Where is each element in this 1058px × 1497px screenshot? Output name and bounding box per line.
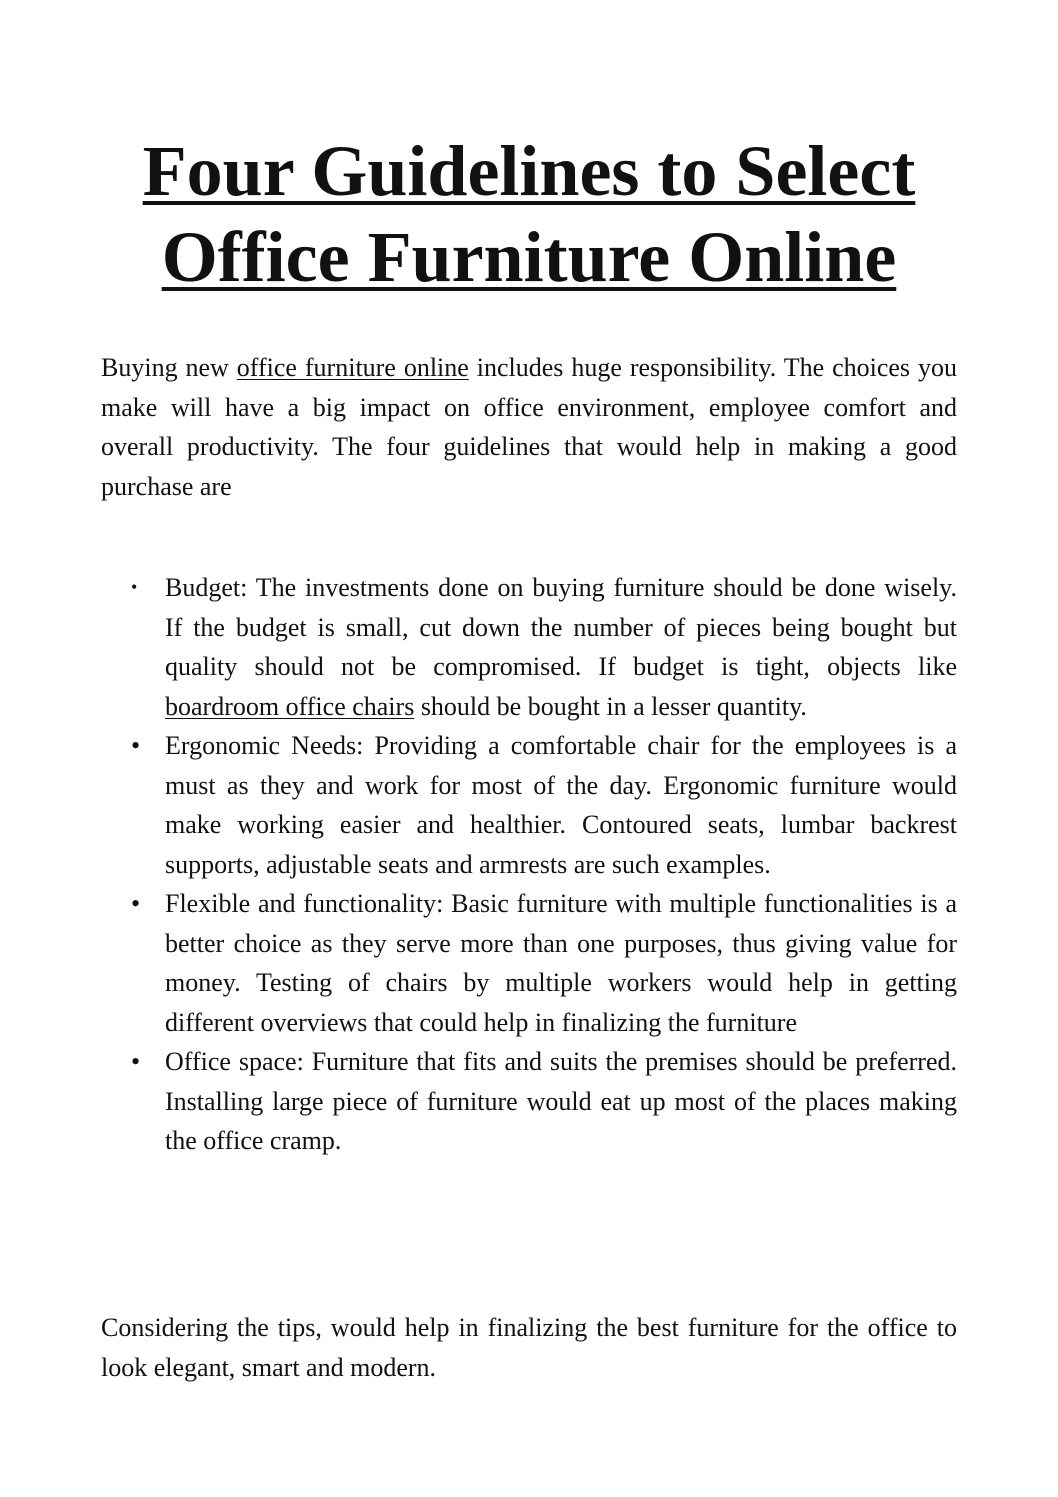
list-item-flexible-functionality <box>101 884 957 1042</box>
intro-paragraph <box>101 348 957 506</box>
list-item-office-space <box>101 1042 957 1161</box>
bullet-icon: • <box>131 889 141 918</box>
office-furniture-online-link[interactable]: office furniture online <box>236 353 469 382</box>
closing-paragraph: Considering the tips, would help in finalizing the best furniture for the office to look elegant, smart and modern. <box>101 1313 957 1382</box>
page-title-line-1: Four Guidelines to Select <box>142 131 916 211</box>
list-item-budget <box>101 568 957 726</box>
flexible-functionality-text: Flexible and functionality: Basic furniture with multiple functionalities is a better choice as they serve more than one purposes, thus giving value for money. Testing of chairs by multiple workers would help in getting different overviews that could help in finalizing the furniture <box>165 889 957 1037</box>
bullet-icon: • <box>131 731 141 760</box>
guidelines-list <box>101 568 957 1161</box>
office-space-text: Office space: Furniture that fits and suits the premises should be preferred. Installing large piece of furniture would eat up most of the places making the office cramp. <box>165 1047 957 1155</box>
budget-text-before-link: Budget: The investments done on buying furniture should be done wisely. If the budget is small, cut down the number of pieces being bought but quality should not be compromised. If budget is tight, objects like <box>165 573 957 681</box>
page-title-line-2: Office Furniture Online <box>161 217 897 297</box>
boardroom-office-chairs-link[interactable]: boardroom office chairs <box>165 691 415 721</box>
list-item-ergonomic-needs <box>101 726 957 884</box>
bullet-icon: • <box>131 577 138 597</box>
intro-prefix: Buying new <box>101 353 237 382</box>
budget-text-after-link: should be bought in a lesser quantity. <box>414 691 807 721</box>
intro-suffix: includes huge responsibility. The choices you make will have a big impact on office environment, employee comfort and overall productivity. The four guidelines that would help in making a good purchase are <box>101 353 957 501</box>
bullet-icon: • <box>131 1047 141 1076</box>
ergonomic-needs-text: Ergonomic Needs: Providing a comfortable chair for the employees is a must as they and work for most of the day. Ergonomic furniture would make working easier and healthier. Contoured seats, lumbar backrest supports, adjustable seats and armrests are such examples. <box>165 731 957 879</box>
page-title <box>60 128 998 300</box>
